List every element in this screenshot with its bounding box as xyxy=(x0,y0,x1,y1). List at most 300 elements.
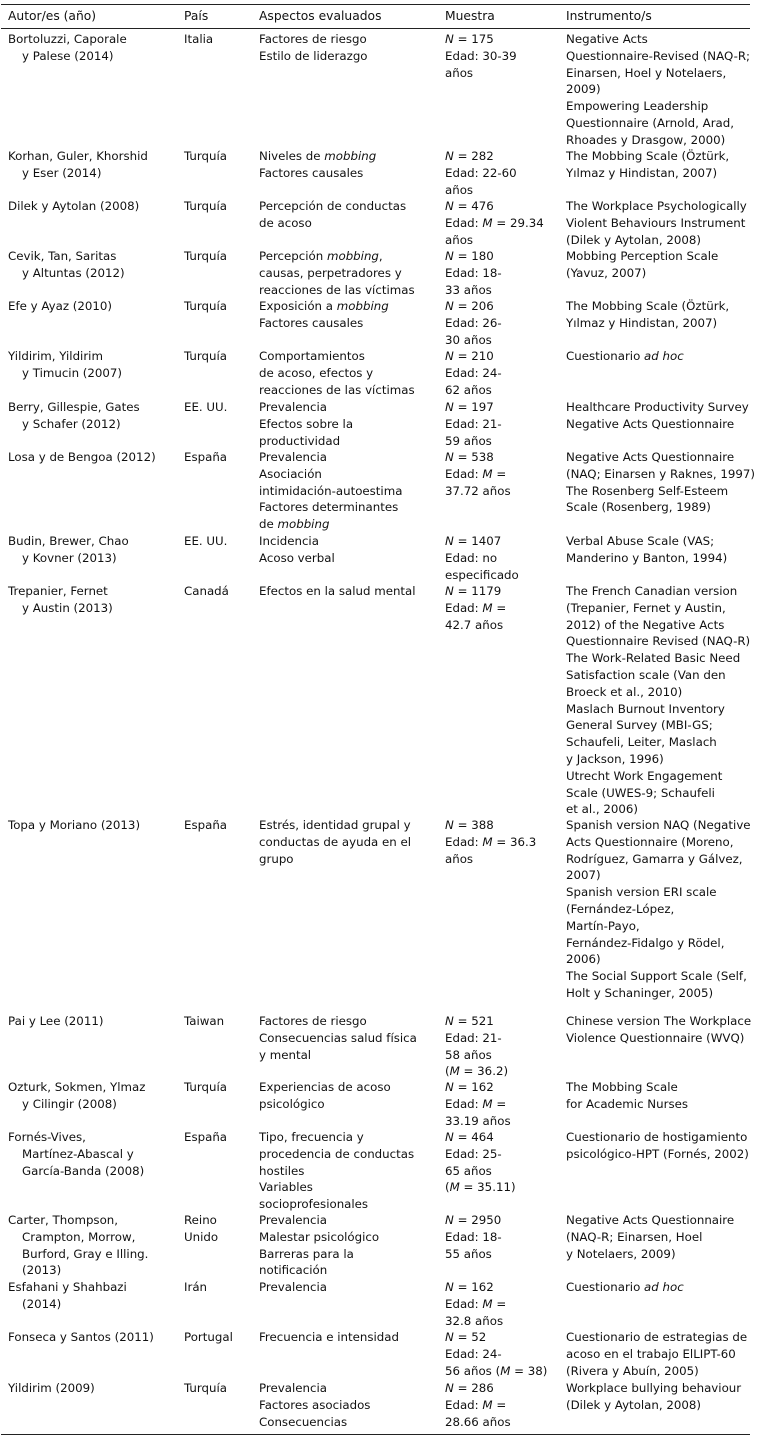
cell-line: Cuestionario ad hoc xyxy=(566,1280,684,1294)
cell-line: Crampton, Morrow, xyxy=(22,1229,136,1244)
cell-line: Fernández-Fidalgo y Rödel, xyxy=(566,935,725,950)
cell-line: y Schafer (2012) xyxy=(22,416,121,431)
instrument-cell xyxy=(566,449,755,516)
sample-cell xyxy=(445,31,517,81)
cell-line: EE. UU. xyxy=(184,400,228,414)
cell-line: Utrecht Work Engagement xyxy=(566,768,723,783)
country-cell xyxy=(184,583,229,600)
author-cell xyxy=(8,31,127,65)
cell-line: Rodríguez, Gamarra y Gálvez, xyxy=(566,851,743,866)
cell-line: Efectos sobre la xyxy=(259,416,354,431)
cell-line: reacciones de las víctimas xyxy=(259,282,415,297)
cell-line: socioprofesionales xyxy=(259,1197,369,1212)
country-cell xyxy=(184,348,227,365)
author-cell xyxy=(8,1329,154,1346)
cell-line: Healthcare Productivity Survey xyxy=(566,400,749,414)
cell-line: grupo xyxy=(259,851,294,866)
instrument-cell xyxy=(566,399,749,433)
aspects-cell xyxy=(259,348,415,398)
cell-line: N = 52 xyxy=(445,1330,487,1344)
cell-line: y mental xyxy=(259,1047,312,1062)
header-country: País xyxy=(184,9,209,23)
cell-line: Negative Acts Questionnaire xyxy=(566,416,735,431)
cell-line: Esfahani y Shahbazi xyxy=(8,1280,127,1294)
cell-line: 62 años xyxy=(445,382,492,397)
cell-line: Barreras para la xyxy=(259,1246,354,1261)
cell-line: acoso en el trabajo ElLIPT-60 xyxy=(566,1346,736,1361)
cell-line: 2007) xyxy=(566,868,601,883)
cell-line: (Trepanier, Fernet y Austin, xyxy=(566,600,726,615)
cell-line: Edad: M = xyxy=(445,1397,507,1412)
cell-line: 28.66 años xyxy=(445,1414,511,1429)
aspects-cell xyxy=(259,1129,414,1213)
cell-line: especificado xyxy=(445,567,519,582)
cell-line: The Social Support Scale (Self, xyxy=(566,969,747,984)
cell-line: Edad: no xyxy=(445,550,498,565)
cell-line: (2013) xyxy=(22,1263,62,1278)
cell-line: Mobbing Perception Scale xyxy=(566,249,719,263)
cell-line: Edad: 24- xyxy=(445,1346,502,1361)
cell-line: 2012) of the Negative Acts xyxy=(566,617,725,632)
cell-line: Acoso verbal xyxy=(259,550,335,565)
cell-line: Violence Questionnaire (WVQ) xyxy=(566,1030,745,1045)
cell-line: años xyxy=(445,232,474,247)
cell-line: (Yavuz, 2007) xyxy=(566,265,647,280)
cell-line: N = 538 xyxy=(445,450,494,464)
sample-cell xyxy=(445,1279,506,1329)
aspects-cell xyxy=(259,449,402,533)
instrument-cell xyxy=(566,1279,684,1296)
cell-line: procedencia de conductas xyxy=(259,1146,415,1161)
cell-line: años xyxy=(445,851,474,866)
cell-line: de acoso xyxy=(259,215,312,230)
cell-line: Reino xyxy=(184,1213,217,1227)
cell-line: N = 282 xyxy=(445,149,494,163)
cell-line: Yildirim (2009) xyxy=(8,1381,95,1395)
author-cell xyxy=(8,1129,144,1179)
cell-line: Edad: 22-60 xyxy=(445,165,517,180)
cell-line: Losa y de Bengoa (2012) xyxy=(8,450,156,464)
cell-line: causas, perpetradores y xyxy=(259,265,402,280)
instrument-cell xyxy=(566,1212,734,1262)
cell-line: y Cilingir (2008) xyxy=(22,1096,117,1111)
cell-line: Unido xyxy=(184,1229,219,1244)
cell-line: Edad: 30-39 xyxy=(445,48,517,63)
cell-line: de mobbing xyxy=(259,517,330,532)
country-cell xyxy=(184,449,227,466)
country-cell xyxy=(184,533,227,550)
cell-line: Edad: 21- xyxy=(445,416,502,431)
cell-line: Violent Behaviours Instrument xyxy=(566,215,746,230)
cell-line: psicológico-HPT (Fornés, 2002) xyxy=(566,1146,749,1161)
author-cell xyxy=(8,449,156,466)
cell-line: Turquía xyxy=(184,149,228,163)
aspects-cell xyxy=(259,298,389,332)
cell-line: Percepción mobbing, xyxy=(259,249,383,263)
aspects-cell xyxy=(259,817,411,867)
cell-line: (Dilek y Aytolan, 2008) xyxy=(566,1397,702,1412)
aspects-cell xyxy=(259,1013,417,1063)
cell-line: N = 1407 xyxy=(445,534,502,548)
cell-line: Factores de riesgo xyxy=(259,1014,367,1028)
cell-line: Spanish version ERI scale xyxy=(566,885,717,900)
aspects-cell xyxy=(259,198,406,232)
cell-line: N = 476 xyxy=(445,199,494,213)
cell-line: Trepanier, Fernet xyxy=(8,584,108,598)
cell-line: Fornés-Vives, xyxy=(8,1130,86,1144)
cell-line: N = 206 xyxy=(445,299,494,313)
author-cell xyxy=(8,533,129,567)
top-rule xyxy=(1,4,750,5)
author-cell xyxy=(8,198,139,215)
cell-line: General Survey (MBI-GS; xyxy=(566,718,713,733)
instrument-cell xyxy=(566,533,727,567)
cell-line: Prevalencia xyxy=(259,400,327,414)
author-cell xyxy=(8,1279,127,1313)
cell-line: Factores causales xyxy=(259,315,364,330)
cell-line: Comportamientos xyxy=(259,349,365,363)
country-cell xyxy=(184,1329,233,1346)
cell-line: 65 años xyxy=(445,1163,492,1178)
cell-line: Fonseca y Santos (2011) xyxy=(8,1330,154,1344)
cell-line: Empowering Leadership xyxy=(566,99,709,114)
cell-line: Prevalencia xyxy=(259,1280,327,1294)
aspects-cell xyxy=(259,1279,327,1296)
cell-line: Turquía xyxy=(184,1080,228,1094)
cell-line: Incidencia xyxy=(259,534,319,548)
cell-line: (NAQ; Einarsen y Raknes, 1997) xyxy=(566,466,755,481)
cell-line: (2014) xyxy=(22,1296,62,1311)
cell-line: España xyxy=(184,818,228,832)
cell-line: Asociación xyxy=(259,466,322,481)
cell-line: N = 286 xyxy=(445,1381,494,1395)
cell-line: Factores de riesgo xyxy=(259,32,367,46)
cell-line: Prevalencia xyxy=(259,450,327,464)
cell-line: y Kovner (2013) xyxy=(22,550,117,565)
aspects-cell xyxy=(259,533,335,567)
cell-line: Chinese version The Workplace xyxy=(566,1014,752,1028)
sample-cell xyxy=(445,148,517,198)
cell-line: Turquía xyxy=(184,349,228,363)
cell-line: Turquía xyxy=(184,1381,228,1395)
cell-line: Edad: 24- xyxy=(445,365,502,380)
cell-line: Canadá xyxy=(184,584,229,598)
cell-line: (M = 36.2) xyxy=(445,1064,509,1079)
cell-line: Consecuencias salud física xyxy=(259,1030,417,1045)
cell-line: 30 años xyxy=(445,332,492,347)
cell-line: Cuestionario ad hoc xyxy=(566,349,684,363)
cell-line: Taiwan xyxy=(184,1014,225,1028)
cell-line: Carter, Thompson, xyxy=(8,1213,119,1227)
cell-line: Turquía xyxy=(184,249,228,263)
cell-line: y Notelaers, 2009) xyxy=(566,1246,676,1261)
cell-line: The Mobbing Scale (Öztürk, xyxy=(566,149,730,163)
cell-line: Cuestionario de estrategias de xyxy=(566,1330,748,1344)
cell-line: y Jackson, 1996) xyxy=(566,751,664,766)
cell-line: 42.7 años xyxy=(445,617,504,632)
cell-line: Questionnaire Revised (NAQ-R) xyxy=(566,634,751,649)
cell-line: Holt y Schaninger, 2005) xyxy=(566,985,714,1000)
cell-line: N = 162 xyxy=(445,1280,494,1294)
cell-line: intimidación-autoestima xyxy=(259,483,403,498)
cell-line: Edad: M = xyxy=(445,1096,507,1111)
cell-line: 33 años xyxy=(445,282,492,297)
cell-line: Prevalencia xyxy=(259,1381,327,1395)
aspects-cell xyxy=(259,1329,399,1346)
cell-line: Factores determinantes xyxy=(259,500,399,515)
cell-line: García-Banda (2008) xyxy=(22,1163,145,1178)
instrument-cell xyxy=(566,198,747,248)
aspects-cell xyxy=(259,248,415,298)
instrument-cell xyxy=(566,298,729,332)
cell-line: Martínez-Abascal y xyxy=(22,1146,134,1161)
cell-line: (Dilek y Aytolan, 2008) xyxy=(566,232,702,247)
cell-line: Edad: M = xyxy=(445,466,507,481)
author-cell xyxy=(8,1013,103,1030)
cell-line: The Rosenberg Self-Esteem xyxy=(566,483,729,498)
cell-line: (M = 35.11) xyxy=(445,1180,516,1195)
cell-line: 58 años xyxy=(445,1047,492,1062)
cell-line: The Mobbing Scale xyxy=(566,1080,678,1094)
cell-line: Acts Questionnaire (Moreno, xyxy=(566,834,734,849)
cell-line: et al., 2006) xyxy=(566,802,639,817)
sample-cell xyxy=(445,399,502,449)
aspects-cell xyxy=(259,399,353,449)
cell-line: y Palese (2014) xyxy=(22,48,114,63)
cell-line: (Fernández-López, xyxy=(566,901,675,916)
cell-line: Topa y Moriano (2013) xyxy=(8,818,141,832)
instrument-cell xyxy=(566,148,729,182)
cell-line: Edad: M = xyxy=(445,1296,507,1311)
cell-line: 59 años xyxy=(445,433,492,448)
author-cell xyxy=(8,348,122,382)
cell-line: Berry, Gillespie, Gates xyxy=(8,400,140,414)
cell-line: Edad: 18- xyxy=(445,1229,502,1244)
cell-line: The French Canadian version xyxy=(566,584,738,598)
cell-line: Niveles de mobbing xyxy=(259,149,377,163)
cell-line: Efe y Ayaz (2010) xyxy=(8,299,112,313)
cell-line: EE. UU. xyxy=(184,534,228,548)
aspects-cell xyxy=(259,148,376,182)
cell-line: Turquía xyxy=(184,199,228,213)
cell-line: 2009) xyxy=(566,82,601,97)
sample-cell xyxy=(445,1380,511,1430)
cell-line: N = 162 xyxy=(445,1080,494,1094)
sample-cell xyxy=(445,1013,508,1080)
header-rule xyxy=(1,28,750,29)
cell-line: N = 388 xyxy=(445,818,494,832)
author-cell xyxy=(8,1079,145,1113)
cell-line: Dilek y Aytolan (2008) xyxy=(8,199,140,213)
cell-line: Edad: M = xyxy=(445,600,507,615)
cell-line: Edad: M = 29.34 xyxy=(445,215,544,230)
cell-line: Scale (Rosenberg, 1989) xyxy=(566,500,711,515)
cell-line: 2006) xyxy=(566,952,601,967)
cell-line: The Work-Related Basic Need xyxy=(566,651,741,666)
cell-line: notificación xyxy=(259,1263,328,1278)
cell-line: Negative Acts xyxy=(566,32,648,46)
cell-line: Negative Acts Questionnaire xyxy=(566,450,735,464)
instrument-cell xyxy=(566,1380,741,1414)
cell-line: España xyxy=(184,1130,228,1144)
sample-cell xyxy=(445,1129,516,1196)
country-cell xyxy=(184,298,227,315)
author-cell xyxy=(8,583,113,617)
cell-line: 37.72 años xyxy=(445,483,511,498)
cell-line: Prevalencia xyxy=(259,1213,327,1227)
author-cell xyxy=(8,1380,95,1397)
instrument-cell xyxy=(566,348,684,365)
country-cell xyxy=(184,1380,227,1397)
country-cell xyxy=(184,248,227,265)
bottom-rule xyxy=(1,1434,750,1435)
cell-line: Turquía xyxy=(184,299,228,313)
cell-line: Martín-Payo, xyxy=(566,918,640,933)
cell-line: 32.8 años xyxy=(445,1313,504,1328)
sample-cell xyxy=(445,248,502,298)
instrument-cell xyxy=(566,1329,747,1379)
instrument-cell xyxy=(566,1013,751,1047)
cell-line: 33.19 años xyxy=(445,1113,511,1128)
cell-line: (NAQ-R; Einarsen, Hoel xyxy=(566,1229,703,1244)
header-author: Autor/es (año) xyxy=(8,9,97,23)
cell-line: Schaufeli, Leiter, Maslach xyxy=(566,735,717,750)
country-cell xyxy=(184,817,227,834)
aspects-cell xyxy=(259,1212,379,1279)
author-cell xyxy=(8,148,148,182)
cell-line: Pai y Lee (2011) xyxy=(8,1014,104,1028)
country-cell xyxy=(184,1279,207,1296)
cell-line: años xyxy=(445,182,474,197)
cell-line: Einarsen, Hoel y Notelaers, xyxy=(566,65,727,80)
instrument-cell xyxy=(566,31,750,149)
aspects-cell xyxy=(259,1079,391,1113)
cell-line: Questionnaire-Revised (NAQ-R; xyxy=(566,48,751,63)
cell-line: Edad: M = 36.3 xyxy=(445,834,537,849)
cell-line: Exposición a mobbing xyxy=(259,299,389,313)
cell-line: Scale (UWES-9; Schaufeli xyxy=(566,785,715,800)
sample-cell xyxy=(445,1079,511,1129)
instrument-cell xyxy=(566,1079,688,1113)
cell-line: N = 180 xyxy=(445,249,494,263)
author-cell xyxy=(8,248,125,282)
sample-cell xyxy=(445,348,502,398)
cell-line: Negative Acts Questionnaire xyxy=(566,1213,735,1227)
header-instrument: Instrumento/s xyxy=(566,9,652,23)
cell-line: Yildirim, Yildirim xyxy=(8,349,103,363)
country-cell xyxy=(184,1013,224,1030)
cell-line: conductas de ayuda en el xyxy=(259,834,412,849)
country-cell xyxy=(184,1212,218,1246)
cell-line: Rhoades y Drasgow, 2000) xyxy=(566,132,726,147)
sample-cell xyxy=(445,198,544,248)
country-cell xyxy=(184,31,213,48)
cell-line: Manderino y Banton, 1994) xyxy=(566,550,728,565)
cell-line: N = 2950 xyxy=(445,1213,502,1227)
cell-line: Estilo de liderazgo xyxy=(259,48,368,63)
cell-line: Tipo, frecuencia y xyxy=(259,1130,364,1144)
cell-line: Italia xyxy=(184,32,214,46)
cell-line: Factores asociados xyxy=(259,1397,371,1412)
instrument-cell xyxy=(566,583,750,818)
cell-line: Workplace bullying behaviour xyxy=(566,1381,742,1395)
cell-line: Cevik, Tan, Saritas xyxy=(8,249,117,263)
cell-line: 56 años (M = 38) xyxy=(445,1363,548,1378)
header-aspects: Aspectos evaluados xyxy=(259,9,382,23)
cell-line: N = 1179 xyxy=(445,584,502,598)
sample-cell xyxy=(445,817,536,867)
cell-line: y Altuntas (2012) xyxy=(22,265,125,280)
cell-line: Edad: 18- xyxy=(445,265,502,280)
aspects-cell xyxy=(259,583,416,600)
cell-line: Estrés, identidad grupal y xyxy=(259,818,411,832)
cell-line: Experiencias de acoso xyxy=(259,1080,391,1094)
sample-cell xyxy=(445,533,519,583)
cell-line: Factores causales xyxy=(259,165,364,180)
country-cell xyxy=(184,1129,227,1146)
country-cell xyxy=(184,198,227,215)
cell-line: productividad xyxy=(259,433,341,448)
cell-line: The Mobbing Scale (Öztürk, xyxy=(566,299,730,313)
cell-line: hostiles xyxy=(259,1163,305,1178)
cell-line: y Timucin (2007) xyxy=(22,365,123,380)
cell-line: Verbal Abuse Scale (VAS; xyxy=(566,534,715,548)
sample-cell xyxy=(445,1329,547,1379)
cell-line: Edad: 21- xyxy=(445,1030,502,1045)
cell-line: reacciones de las víctimas xyxy=(259,382,415,397)
aspects-cell xyxy=(259,1380,370,1430)
cell-line: Yılmaz y Hindistan, 2007) xyxy=(566,165,718,180)
cell-line: Edad: 26- xyxy=(445,315,502,330)
country-cell xyxy=(184,1079,227,1096)
cell-line: de acoso, efectos y xyxy=(259,365,374,380)
cell-line: Consecuencias xyxy=(259,1414,348,1429)
sample-cell xyxy=(445,298,502,348)
cell-line: psicológico xyxy=(259,1096,325,1111)
cell-line: Questionnaire (Arnold, Arad, xyxy=(566,115,735,130)
cell-line: España xyxy=(184,450,228,464)
cell-line: Bortoluzzi, Caporale xyxy=(8,32,127,46)
aspects-cell xyxy=(259,31,368,65)
cell-line: Budin, Brewer, Chao xyxy=(8,534,129,548)
author-cell xyxy=(8,399,140,433)
cell-line: N = 464 xyxy=(445,1130,494,1144)
cell-line: y Eser (2014) xyxy=(22,165,102,180)
cell-line: 55 años xyxy=(445,1246,492,1261)
sample-cell xyxy=(445,449,511,499)
sample-cell xyxy=(445,583,506,633)
cell-line: Burford, Gray e Illing. xyxy=(22,1246,149,1261)
instrument-cell xyxy=(566,248,718,282)
cell-line: y Austin (2013) xyxy=(22,600,113,615)
cell-line: Irán xyxy=(184,1280,208,1294)
cell-line: Variables xyxy=(259,1180,313,1195)
cell-line: Portugal xyxy=(184,1330,233,1344)
cell-line: Broeck et al., 2010) xyxy=(566,684,683,699)
cell-line: Cuestionario de hostigamiento xyxy=(566,1130,748,1144)
cell-line: N = 175 xyxy=(445,32,494,46)
cell-line: for Academic Nurses xyxy=(566,1096,689,1111)
cell-line: N = 210 xyxy=(445,349,494,363)
cell-line: The Workplace Psychologically xyxy=(566,199,747,213)
cell-line: (Rivera y Abuín, 2005) xyxy=(566,1363,699,1378)
cell-line: Spanish version NAQ (Negative xyxy=(566,818,751,832)
header-sample: Muestra xyxy=(445,9,495,23)
country-cell xyxy=(184,399,227,416)
cell-line: Ozturk, Sokmen, Ylmaz xyxy=(8,1080,146,1094)
cell-line: Yılmaz y Hindistan, 2007) xyxy=(566,315,718,330)
cell-line: N = 197 xyxy=(445,400,494,414)
